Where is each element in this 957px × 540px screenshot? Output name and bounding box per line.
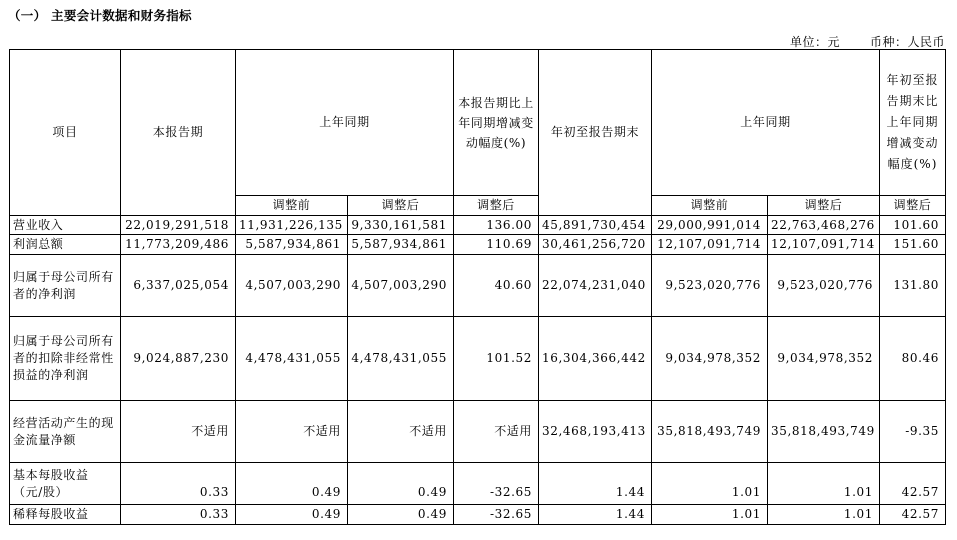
cell-prior-before: 11,931,226,135 — [236, 216, 348, 235]
table-row — [10, 235, 946, 255]
cell-prior-after: 9,330,161,581 — [348, 216, 454, 235]
row-item-label: 利润总额 — [10, 235, 121, 255]
cell-ytd-prior-before: 12,107,091,714 — [652, 235, 768, 255]
table-row — [10, 216, 946, 235]
currency-label: 币种：人民币 — [869, 35, 945, 49]
cell-prior-before: 0.49 — [236, 505, 348, 525]
cell-current: 不适用 — [121, 401, 236, 463]
header-prior-year-1: 上年同期 — [236, 50, 454, 196]
section-title: （一） 主要会计数据和财务指标 — [8, 8, 192, 23]
cell-prior-before: 4,478,431,055 — [236, 317, 348, 401]
cell-ytd-change: 101.60 — [880, 216, 946, 235]
table-row — [10, 401, 946, 463]
unit-label: 单位：元 — [789, 35, 840, 49]
financial-data-table — [9, 49, 946, 525]
cell-ytd: 1.44 — [539, 505, 652, 525]
cell-ytd-prior-after: 1.01 — [768, 505, 880, 525]
cell-ytd-prior-after: 35,818,493,749 — [768, 401, 880, 463]
row-item-label: 归属于母公司所有者的扣除非经常性损益的净利润 — [10, 317, 121, 401]
cell-prior-after: 4,478,431,055 — [348, 317, 454, 401]
header-after-adjustment-2: 调整后 — [768, 196, 880, 216]
header-before-adjustment-2: 调整前 — [652, 196, 768, 216]
cell-prior-after: 0.49 — [348, 505, 454, 525]
cell-current: 0.33 — [121, 505, 236, 525]
cell-prior-after: 不适用 — [348, 401, 454, 463]
header-current-period: 本报告期 — [121, 50, 236, 216]
cell-current: 22,019,291,518 — [121, 216, 236, 235]
cell-ytd-change: 42.57 — [880, 463, 946, 505]
cell-change: -32.65 — [454, 505, 539, 525]
cell-ytd: 16,304,366,442 — [539, 317, 652, 401]
unit-line — [786, 33, 945, 50]
header-row-main — [10, 50, 946, 196]
cell-ytd-change: 151.60 — [880, 235, 946, 255]
cell-ytd: 30,461,256,720 — [539, 235, 652, 255]
table-row — [10, 317, 946, 401]
cell-change: 40.60 — [454, 255, 539, 317]
cell-ytd: 32,468,193,413 — [539, 401, 652, 463]
cell-ytd-prior-before: 35,818,493,749 — [652, 401, 768, 463]
cell-ytd-change: 131.80 — [880, 255, 946, 317]
cell-ytd-prior-after: 12,107,091,714 — [768, 235, 880, 255]
cell-prior-before: 4,507,003,290 — [236, 255, 348, 317]
cell-ytd: 22,074,231,040 — [539, 255, 652, 317]
cell-ytd-prior-before: 1.01 — [652, 505, 768, 525]
cell-change: 不适用 — [454, 401, 539, 463]
cell-current: 0.33 — [121, 463, 236, 505]
header-change-2: 年初至报告期末比上年同期增减变动幅度(%) — [880, 50, 946, 196]
header-after-adjustment-change-2: 调整后 — [880, 196, 946, 216]
row-item-label: 稀释每股收益 — [10, 505, 121, 525]
cell-prior-before: 不适用 — [236, 401, 348, 463]
row-item-label: 归属于母公司所有者的净利润 — [10, 255, 121, 317]
row-item-label: 经营活动产生的现金流量净额 — [10, 401, 121, 463]
header-ytd-end: 年初至报告期末 — [539, 50, 652, 216]
cell-ytd-change: -9.35 — [880, 401, 946, 463]
cell-ytd-prior-before: 9,034,978,352 — [652, 317, 768, 401]
cell-ytd: 1.44 — [539, 463, 652, 505]
cell-ytd-change: 42.57 — [880, 505, 946, 525]
cell-current: 6,337,025,054 — [121, 255, 236, 317]
cell-ytd-prior-before: 9,523,020,776 — [652, 255, 768, 317]
cell-prior-after: 0.49 — [348, 463, 454, 505]
cell-current: 11,773,209,486 — [121, 235, 236, 255]
cell-ytd-prior-after: 22,763,468,276 — [768, 216, 880, 235]
cell-ytd-prior-before: 1.01 — [652, 463, 768, 505]
table-row — [10, 505, 946, 525]
cell-current: 9,024,887,230 — [121, 317, 236, 401]
header-item: 项目 — [10, 50, 121, 216]
cell-ytd-change: 80.46 — [880, 317, 946, 401]
header-after-adjustment-1: 调整后 — [348, 196, 454, 216]
table-row — [10, 463, 946, 505]
header-change-1: 本报告期比上年同期增减变动幅度(%) — [454, 50, 539, 196]
cell-ytd-prior-before: 29,000,991,014 — [652, 216, 768, 235]
row-item-label: 基本每股收益（元/股） — [10, 463, 121, 505]
cell-change: -32.65 — [454, 463, 539, 505]
cell-ytd-prior-after: 9,523,020,776 — [768, 255, 880, 317]
cell-change: 136.00 — [454, 216, 539, 235]
cell-prior-before: 5,587,934,861 — [236, 235, 348, 255]
cell-change: 110.69 — [454, 235, 539, 255]
header-prior-year-2: 上年同期 — [652, 50, 880, 196]
header-before-adjustment-1: 调整前 — [236, 196, 348, 216]
row-item-label: 营业收入 — [10, 216, 121, 235]
cell-prior-after: 4,507,003,290 — [348, 255, 454, 317]
cell-change: 101.52 — [454, 317, 539, 401]
cell-prior-after: 5,587,934,861 — [348, 235, 454, 255]
cell-ytd: 45,891,730,454 — [539, 216, 652, 235]
header-after-adjustment-change-1: 调整后 — [454, 196, 539, 216]
cell-ytd-prior-after: 9,034,978,352 — [768, 317, 880, 401]
table-row — [10, 255, 946, 317]
cell-ytd-prior-after: 1.01 — [768, 463, 880, 505]
cell-prior-before: 0.49 — [236, 463, 348, 505]
